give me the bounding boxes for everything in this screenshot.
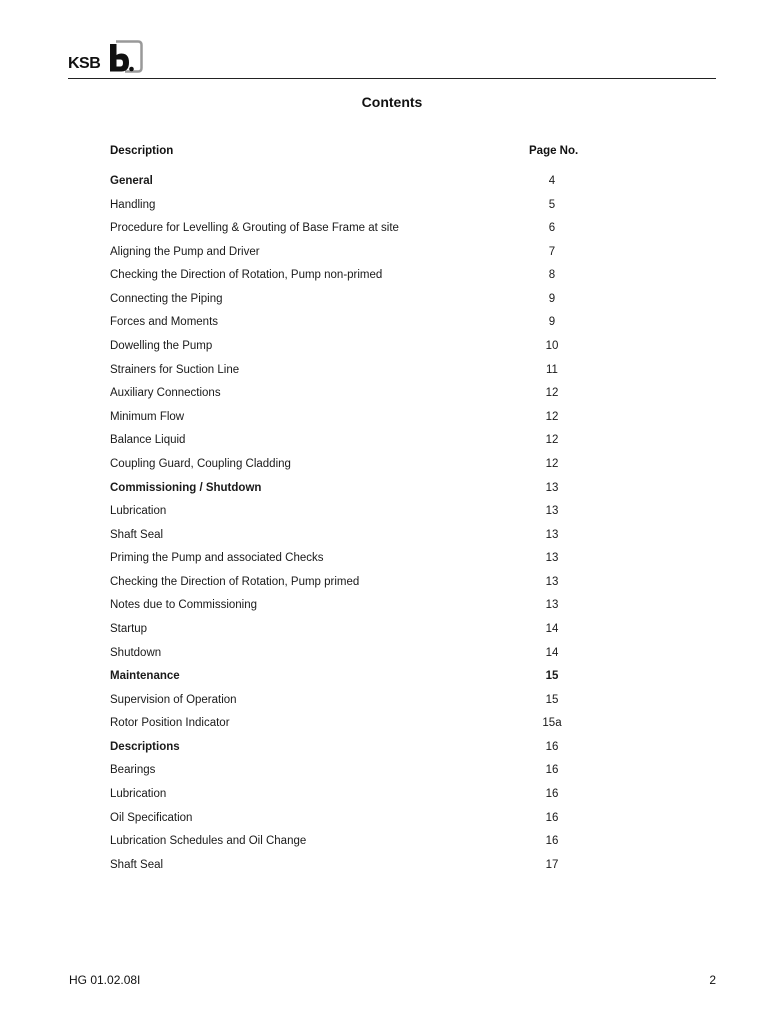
document-code: HG 01.02.08I <box>69 973 141 987</box>
toc-row <box>0 382 768 406</box>
toc-row <box>0 241 768 265</box>
toc-entry-title: Rotor Position Indicator <box>110 717 230 730</box>
toc-entry-page: 16 <box>545 740 559 753</box>
toc-row <box>0 689 768 713</box>
toc-row <box>0 500 768 524</box>
toc-entry-page: 9 <box>548 316 556 329</box>
toc-entry-page: 15a <box>542 717 562 730</box>
toc-entry-page: 5 <box>548 198 556 211</box>
ksb-logo <box>68 40 146 74</box>
toc-entry-title: Coupling Guard, Coupling Cladding <box>110 457 291 470</box>
toc-row <box>0 830 768 854</box>
toc-section-row <box>0 170 768 194</box>
toc-entry-title: Shaft Seal <box>110 858 164 871</box>
toc-row <box>0 759 768 783</box>
toc-entry-page: 7 <box>548 245 556 258</box>
toc-row <box>0 854 768 878</box>
toc-entry-title: Lubrication Schedules and Oil Change <box>110 835 307 848</box>
toc-entry-title: Priming the Pump and associated Checks <box>110 552 324 565</box>
toc-row <box>0 264 768 288</box>
toc-row <box>0 217 768 241</box>
toc-entry-page: 13 <box>545 505 559 518</box>
toc-entry-title: Notes due to Commissioning <box>110 599 258 612</box>
brand-name: KSB <box>68 55 101 72</box>
toc-entry-title: Bearings <box>110 764 156 777</box>
toc-entry-title: Balance Liquid <box>110 434 186 447</box>
ksb-logo-mark-icon <box>107 40 143 74</box>
toc-entry-title: Procedure for Levelling & Grouting of Base Frame at site <box>110 222 399 235</box>
toc-entry-page: 12 <box>545 410 559 423</box>
toc-entry-title: Startup <box>110 622 148 635</box>
toc-entry-title: Auxiliary Connections <box>110 387 221 400</box>
toc-row <box>0 618 768 642</box>
toc-entry-page: 9 <box>548 292 556 305</box>
toc-entry-page: 13 <box>545 481 559 494</box>
header-divider <box>68 78 716 79</box>
toc-entry-page: 12 <box>545 434 559 447</box>
toc-row <box>0 712 768 736</box>
toc-entry-page: 15 <box>545 693 559 706</box>
page-number: 2 <box>709 973 716 987</box>
page-title: Contents <box>361 94 423 110</box>
toc-row <box>0 807 768 831</box>
toc-entry-title: Oil Specification <box>110 811 193 824</box>
toc-entry-title: Shaft Seal <box>110 528 164 541</box>
toc-entry-page: 12 <box>545 457 559 470</box>
toc-entry-page: 13 <box>545 552 559 565</box>
page-column-header: Page No. <box>529 145 579 157</box>
toc-row <box>0 429 768 453</box>
toc-entry-page: 16 <box>545 811 559 824</box>
toc-entry-page: 16 <box>545 788 559 801</box>
toc-entry-page: 14 <box>545 646 559 659</box>
toc-entry-page: 16 <box>545 835 559 848</box>
toc-entry-page: 11 <box>546 363 558 376</box>
toc-entry-title: Handling <box>110 198 156 211</box>
toc-entry-title: Strainers for Suction Line <box>110 363 240 376</box>
toc-entry-page: 16 <box>545 764 559 777</box>
toc-row <box>0 194 768 218</box>
toc-entry-title: Checking the Direction of Rotation, Pump primed <box>110 575 360 588</box>
toc-entry-page: 8 <box>548 269 556 282</box>
toc-row <box>0 524 768 548</box>
toc-entry-title: Maintenance <box>110 670 180 683</box>
toc-entry-page: 13 <box>545 575 559 588</box>
toc-entry-page: 15 <box>545 670 559 683</box>
toc-row <box>0 642 768 666</box>
toc-row <box>0 783 768 807</box>
toc-entry-title: Shutdown <box>110 646 162 659</box>
toc-entry-title: Aligning the Pump and Driver <box>110 245 260 258</box>
toc-entry-title: Lubrication <box>110 505 167 518</box>
description-column-header: Description <box>110 145 174 157</box>
toc-entry-title: Checking the Direction of Rotation, Pump non-primed <box>110 269 383 282</box>
toc-row <box>0 335 768 359</box>
toc-section-row <box>0 665 768 689</box>
toc-entry-title: Minimum Flow <box>110 410 185 423</box>
toc-row <box>0 359 768 383</box>
toc-entry-title: Connecting the Piping <box>110 292 223 305</box>
toc-entry-title: Commissioning / Shutdown <box>110 481 262 494</box>
toc-entry-page: 12 <box>545 387 559 400</box>
toc-entry-title: Lubrication <box>110 788 167 801</box>
toc-entry-page: 4 <box>548 175 556 187</box>
toc-entry-title: General <box>110 175 153 187</box>
toc-row <box>0 288 768 312</box>
toc-entry-title: Dowelling the Pump <box>110 340 213 353</box>
toc-entry-page: 6 <box>548 222 556 235</box>
toc-entry-page: 10 <box>545 340 559 353</box>
toc-entry-title: Supervision of Operation <box>110 693 237 706</box>
toc-entry-page: 13 <box>545 599 559 612</box>
toc-entry-title: Forces and Moments <box>110 316 219 329</box>
toc-entry-page: 13 <box>545 528 559 541</box>
toc-row <box>0 311 768 335</box>
toc-section-row <box>0 736 768 760</box>
toc-row <box>0 594 768 618</box>
toc-entry-page: 14 <box>545 622 559 635</box>
toc-entry-title: Descriptions <box>110 740 180 753</box>
toc-row <box>0 571 768 595</box>
toc-entry-page: 17 <box>545 858 559 871</box>
toc-row <box>0 547 768 571</box>
toc-section-row <box>0 477 768 501</box>
table-of-contents <box>0 170 768 877</box>
toc-row <box>0 406 768 430</box>
toc-row <box>0 453 768 477</box>
